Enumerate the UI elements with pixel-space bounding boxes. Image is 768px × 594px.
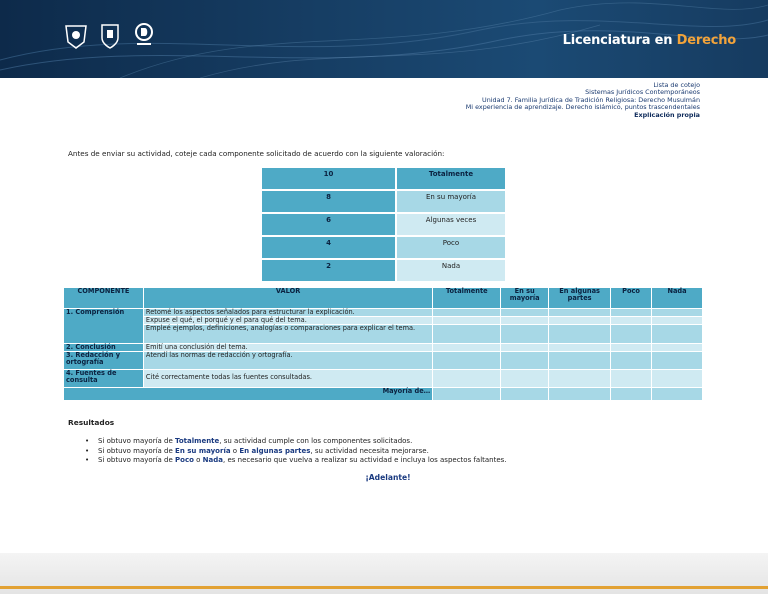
intro-text: Antes de enviar su actividad, coteje cada componente solicitado de acuerdo con la siguiente valoración:	[68, 149, 445, 158]
check-cell[interactable]	[611, 325, 652, 344]
check-cell[interactable]	[652, 317, 703, 325]
result-keyword: Nada	[202, 456, 223, 464]
check-cell[interactable]	[433, 317, 501, 325]
scale-value: 2	[261, 259, 396, 282]
criterion-text: Cité correctamente todas las fuentes consultadas.	[143, 370, 432, 388]
check-cell[interactable]	[433, 370, 501, 388]
check-cell[interactable]	[611, 317, 652, 325]
valuation-scale-table	[260, 166, 507, 283]
check-cell[interactable]	[611, 370, 652, 388]
rubric-header-row	[64, 288, 703, 309]
check-cell[interactable]	[652, 352, 703, 370]
suayed-logo-icon	[132, 22, 156, 50]
table-row	[64, 370, 703, 388]
check-cell[interactable]	[501, 325, 549, 344]
result-text: o	[193, 456, 203, 464]
criterion-text: Empleé ejemplos, definiciones, analogías o comparaciones para explicar el tema.	[143, 325, 432, 344]
check-cell[interactable]	[549, 344, 611, 352]
check-cell[interactable]	[549, 370, 611, 388]
scale-label: En su mayoría	[396, 190, 506, 213]
list-item	[98, 456, 708, 466]
unam-logo-icon	[64, 22, 88, 50]
scale-row	[261, 213, 506, 236]
footer-band	[0, 553, 768, 594]
scale-value: 10	[261, 167, 396, 190]
result-text: , su actividad cumple con los componentes solicitados.	[219, 437, 413, 445]
results-section	[68, 418, 708, 482]
result-text: o	[230, 446, 240, 455]
result-keyword: En su mayoría	[175, 446, 231, 455]
check-cell[interactable]	[549, 317, 611, 325]
col-header-poco: Poco	[611, 288, 652, 309]
result-text: Si obtuvo mayoría de	[98, 456, 176, 464]
total-cell[interactable]	[652, 388, 703, 401]
scale-row	[261, 167, 506, 190]
component-conclusion: 2. Conclusión	[64, 344, 144, 352]
criterion-text: Emití una conclusión del tema.	[143, 344, 432, 352]
results-title: Resultados	[68, 418, 115, 427]
component-redaccion: 3. Redacción y ortografía	[64, 352, 144, 370]
result-keyword: Poco	[175, 456, 194, 464]
result-text: Si obtuvo mayoría de	[98, 437, 176, 445]
program-title	[563, 33, 736, 48]
check-cell[interactable]	[433, 352, 501, 370]
table-row	[64, 352, 703, 370]
list-item	[98, 447, 708, 457]
check-cell[interactable]	[652, 309, 703, 317]
col-header-en-algunas-partes: En algunas partes	[549, 288, 611, 309]
scale-label: Totalmente	[396, 167, 506, 190]
program-title-accent: Derecho	[676, 33, 736, 48]
header-line: Sistemas Jurídicos Contemporáneos	[585, 88, 700, 97]
col-header-component: COMPONENTE	[64, 288, 144, 309]
col-header-nada: Nada	[652, 288, 703, 309]
check-cell[interactable]	[652, 344, 703, 352]
list-item	[98, 437, 708, 447]
check-cell[interactable]	[611, 344, 652, 352]
header-banner	[0, 0, 768, 78]
check-cell[interactable]	[611, 309, 652, 317]
result-text: , es necesario que vuelva a realizar su actividad e incluya los aspectos faltantes.	[223, 456, 507, 464]
result-keyword: Totalmente	[175, 437, 220, 445]
check-cell[interactable]	[501, 370, 549, 388]
check-cell[interactable]	[433, 344, 501, 352]
check-cell[interactable]	[549, 352, 611, 370]
result-text: Si obtuvo mayoría de	[98, 446, 176, 455]
scale-label: Nada	[396, 259, 506, 282]
footer-accent-stripe	[0, 586, 768, 589]
check-cell[interactable]	[611, 352, 652, 370]
table-row	[64, 325, 703, 344]
criterion-text: Atendí las normas de redacción y ortografía.	[143, 352, 432, 370]
total-cell[interactable]	[549, 388, 611, 401]
check-cell[interactable]	[501, 317, 549, 325]
closing-message: ¡Adelante!	[365, 472, 411, 482]
total-cell[interactable]	[433, 388, 501, 401]
check-cell[interactable]	[549, 309, 611, 317]
total-cell[interactable]	[611, 388, 652, 401]
totals-row	[64, 388, 703, 401]
scale-label: Poco	[396, 236, 506, 259]
rubric-table	[63, 287, 703, 401]
results-list	[68, 437, 708, 466]
criterion-text: Retomé los aspectos señalados para estructurar la explicación.	[143, 309, 432, 317]
check-cell[interactable]	[549, 325, 611, 344]
scale-row	[261, 236, 506, 259]
col-header-value: VALOR	[143, 288, 432, 309]
total-cell[interactable]	[501, 388, 549, 401]
check-cell[interactable]	[652, 370, 703, 388]
col-header-en-su-mayoria: En su mayoría	[501, 288, 549, 309]
facultad-derecho-logo-icon	[98, 22, 122, 50]
component-fuentes: 4. Fuentes de consulta	[64, 370, 144, 388]
check-cell[interactable]	[433, 325, 501, 344]
check-cell[interactable]	[501, 309, 549, 317]
header-line: Lista de cotejo	[653, 81, 700, 89]
result-text: , su actividad necesita mejorarse.	[310, 446, 429, 455]
criterion-text: Expuse el qué, el porqué y el para qué del tema.	[143, 317, 432, 325]
check-cell[interactable]	[501, 344, 549, 352]
check-cell[interactable]	[652, 325, 703, 344]
component-comprension: 1. Comprensión	[64, 309, 144, 344]
col-header-totalmente: Totalmente	[433, 288, 501, 309]
scale-value: 8	[261, 190, 396, 213]
scale-value: 6	[261, 213, 396, 236]
header-line: Unidad 7. Familia Jurídica de Tradición Religiosa: Derecho Musulmán	[482, 95, 700, 104]
result-keyword: En algunas partes	[239, 446, 311, 455]
header-line: Mi experiencia de aprendizaje. Derecho islámico, puntos trascendentales	[465, 103, 700, 112]
scale-row	[261, 190, 506, 213]
scale-label: Algunas veces	[396, 213, 506, 236]
document-header	[466, 82, 700, 119]
check-cell[interactable]	[501, 352, 549, 370]
scale-value: 4	[261, 236, 396, 259]
check-cell[interactable]	[433, 309, 501, 317]
total-label: Mayoría de…	[64, 388, 433, 401]
program-title-prefix: Licenciatura en	[562, 33, 673, 48]
scale-row	[261, 259, 506, 282]
header-activity-title: Explicación propia	[634, 110, 700, 119]
